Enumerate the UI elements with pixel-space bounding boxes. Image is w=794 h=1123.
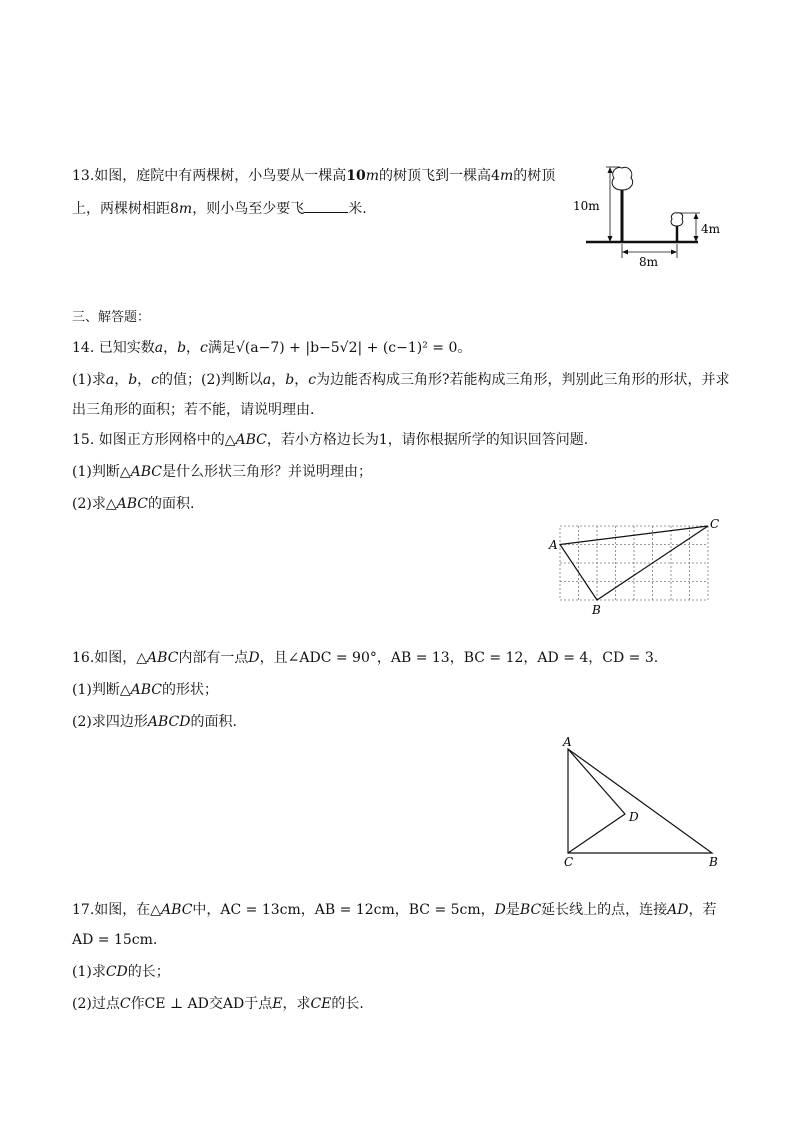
- q16-label-d: D: [629, 810, 639, 824]
- q16-label-b: B: [709, 855, 718, 869]
- q15-figure-grid: [540, 512, 730, 622]
- q16-label-a: A: [563, 735, 572, 749]
- q17-text-d: ，若: [688, 902, 717, 918]
- q16-triangle: △ABC: [136, 650, 179, 666]
- q16-p1-prefix: (1)判断: [72, 682, 120, 698]
- q17-point-e: E: [272, 996, 283, 1012]
- q13-height-2: 4: [491, 168, 500, 184]
- q14-formula: √(a−7) + |b−5√2| + (c−1)² = 0。: [235, 340, 472, 356]
- q13-distance: 8: [170, 201, 179, 217]
- q16-quadrilateral: ABCD: [147, 714, 191, 730]
- q14-var-c3: c: [308, 372, 317, 388]
- q14-sep-3: ，: [114, 372, 129, 388]
- q17-point-c: C: [119, 996, 131, 1012]
- q14-var-b: b: [177, 340, 187, 356]
- q13-unit-c: m: [178, 201, 193, 217]
- q16-label-c: C: [564, 855, 574, 869]
- q13-figure-trees: [560, 160, 740, 270]
- q16-p2-suffix: 的面积.: [190, 714, 237, 730]
- q17-line1: [72, 900, 717, 920]
- q17-seg-bc: BC: [519, 902, 542, 918]
- q13-unit-b: m: [499, 168, 514, 184]
- q13-line1: [72, 166, 555, 186]
- q13-unit-a: m: [365, 168, 380, 184]
- q14-part1-mid: 的值；(2)判断以: [159, 372, 263, 388]
- q13-answer-blank[interactable]: [304, 198, 348, 213]
- q13-line2: [72, 198, 367, 219]
- q17-text-a: 17.如图，在: [72, 902, 151, 918]
- q15-part2: [72, 494, 194, 514]
- q17-triangle: △ABC: [150, 902, 193, 918]
- q17-p2-mid2: ，求: [282, 996, 311, 1012]
- q14-sep-5: ，: [271, 372, 286, 388]
- q13-text-a: 13.如图，庭院中有两棵树，小鸟要从一棵高: [72, 168, 347, 184]
- q13-text-b: 的树顶飞到一棵高: [379, 168, 492, 184]
- q13-label-4m: 4m: [701, 222, 721, 236]
- q17-seg-ce: CE: [310, 996, 332, 1012]
- q14-var-b3: b: [285, 372, 295, 388]
- q13-text-d: 上，两棵树相距: [72, 201, 170, 217]
- q14-sep-2: ，: [186, 340, 201, 356]
- q17-p2-suffix: 的长.: [331, 996, 364, 1012]
- q17-part1: [72, 962, 170, 982]
- q15-p1-suffix: 是什么形状三角形？并说明理由；: [161, 464, 372, 480]
- q15-text-a: 15. 如图正方形网格中的: [72, 432, 225, 448]
- q15-line1: [72, 430, 588, 450]
- section-3-heading: 三、解答题：: [72, 310, 151, 325]
- q14-line3: 出三角形的面积；若不能，请说明理由.: [72, 402, 315, 418]
- q13-short-crown: [671, 213, 683, 226]
- q15-label-b: B: [592, 603, 601, 617]
- q14-sep-4: ，: [137, 372, 152, 388]
- q13-label-8m: 8m: [639, 255, 659, 269]
- q15-p2-prefix: (2)求: [72, 496, 106, 512]
- q14-line2: [72, 370, 730, 390]
- q13-text-c: 的树顶: [513, 168, 556, 184]
- q16-figure-triangle: [555, 732, 730, 872]
- q17-given: 中，AC = 13cm，AB = 12cm，BC = 5cm，: [192, 902, 495, 918]
- q14-var-b2: b: [128, 372, 138, 388]
- q17-text-c: 延长线上的点，连接: [541, 902, 668, 918]
- q15-p1-triangle: △ABC: [119, 464, 162, 480]
- q15-label-a: A: [549, 538, 558, 552]
- q17-p1-suffix: 的长；: [127, 964, 170, 980]
- q14-sep-1: ，: [163, 340, 178, 356]
- q15-p2-suffix: 的面积.: [147, 496, 195, 512]
- q16-p1-triangle: △ABC: [119, 682, 162, 698]
- q17-p2-prefix: (2)过点: [72, 996, 120, 1012]
- q14-cond: 满足: [207, 340, 236, 356]
- q15-label-c: C: [710, 517, 720, 531]
- q14-var-c2: c: [151, 372, 160, 388]
- q15-grid-lines: [560, 526, 708, 600]
- q16-p2-prefix: (2)求四边形: [72, 714, 148, 730]
- q17-point-d: D: [494, 902, 506, 918]
- q14-line1: [72, 338, 471, 358]
- q15-text-b: ，若小方格边长为1，请你根据所学的知识回答问题.: [266, 432, 589, 448]
- q14-sep-6: ，: [294, 372, 309, 388]
- q14-var-a3: a: [262, 372, 272, 388]
- q14-var-a: a: [154, 340, 164, 356]
- q16-p1-suffix: 的形状；: [161, 682, 218, 698]
- q16-text-b: 内部有一点: [178, 650, 249, 666]
- q13-height-1: 10: [346, 168, 366, 184]
- q17-p2-mid: 作CE ⊥ AD交AD于点: [130, 996, 273, 1012]
- q16-text-a: 16.如图，: [72, 650, 137, 666]
- q14-part1: (1)求: [72, 372, 106, 388]
- q17-part2: [72, 994, 364, 1014]
- q15-triangle: △ABC: [224, 432, 267, 448]
- q16-point-d: D: [248, 650, 260, 666]
- q16-segments-ad-dc: [568, 749, 625, 853]
- q17-seg-ad: AD: [667, 902, 689, 918]
- q13-text-f: 米.: [348, 201, 367, 217]
- q13-label-10m: 10m: [573, 199, 600, 213]
- q16-given: ，且∠ADC = 90°，AB = 13，BC = 12，AD = 4，CD = 3.: [259, 650, 659, 666]
- q14-var-a2: a: [105, 372, 115, 388]
- q17-text-b: 是: [505, 902, 520, 918]
- q15-p1-prefix: (1)判断: [72, 464, 120, 480]
- q14-var-c: c: [200, 340, 208, 356]
- q13-tall-crown: [612, 167, 633, 190]
- q16-triangle-abc: [568, 749, 712, 853]
- q16-part1: [72, 680, 218, 700]
- q15-p2-triangle: △ABC: [105, 496, 148, 512]
- q14-text-a: 14. 已知实数: [72, 340, 155, 356]
- q17-line2: AD = 15cm.: [72, 932, 158, 948]
- q13-text-e: ，则小鸟至少要飞: [192, 201, 305, 217]
- q16-part2: [72, 712, 237, 732]
- q15-part1: [72, 462, 372, 482]
- q17-seg-cd: CD: [105, 964, 128, 980]
- q14-part2-tail: 为边能否构成三角形?若能构成三角形，判别此三角形的形状，并求: [316, 372, 730, 388]
- q17-p1-prefix: (1)求: [72, 964, 106, 980]
- q16-line1: [72, 648, 658, 668]
